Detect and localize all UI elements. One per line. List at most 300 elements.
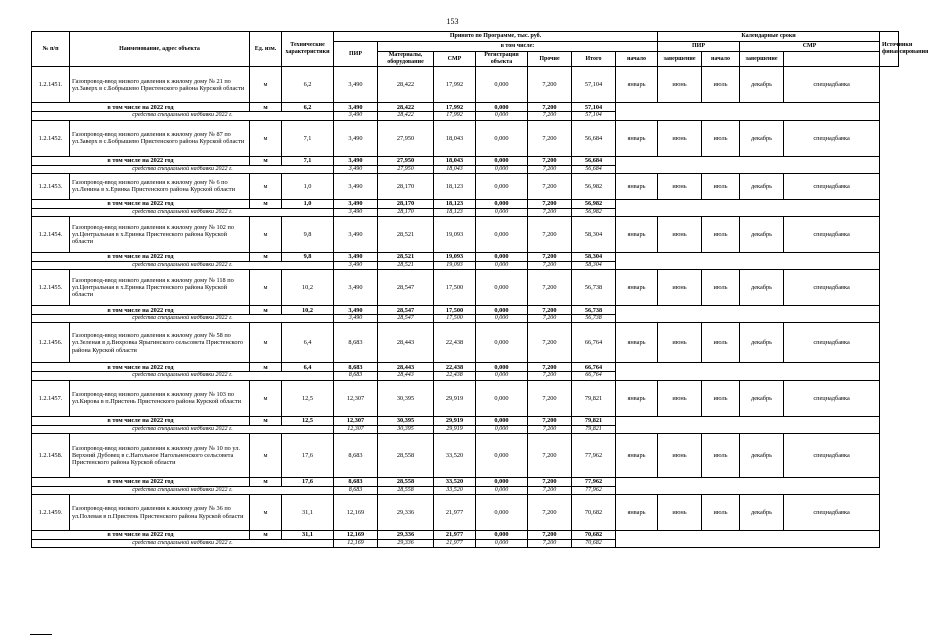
subtotal-unit: м	[250, 416, 282, 425]
note-pir: 3,490	[334, 208, 378, 216]
unit: м	[250, 67, 282, 103]
note-pir: 3,490	[334, 315, 378, 323]
pir-value: 3,490	[334, 217, 378, 253]
subtotal-label: в том числе на 2022 год	[32, 306, 250, 315]
note-pir: 8,683	[334, 372, 378, 380]
unit: м	[250, 380, 282, 416]
unit: м	[250, 173, 282, 199]
pir-end: июнь	[658, 120, 702, 156]
subtotal-registration: 0,000	[476, 531, 528, 540]
pir-start: январь	[616, 120, 658, 156]
other-value: 7,200	[528, 120, 572, 156]
table-row	[32, 173, 899, 199]
registration-value: 0,000	[476, 120, 528, 156]
pir-value: 12,307	[334, 380, 378, 416]
program-table	[31, 31, 928, 548]
table-body	[32, 67, 899, 548]
object-name: Газопровод-ввод низкого давления к жилому дому № 87 по ул.Заверх в с.Бобрышево Пристенского района Курской области	[70, 120, 250, 156]
subtotal-total: 66,764	[572, 363, 616, 372]
header-including: в том числе:	[378, 42, 658, 52]
note-materials: 28,422	[378, 112, 434, 120]
smr-value: 22,438	[434, 323, 476, 363]
other-value: 7,200	[528, 173, 572, 199]
tech-value: 7,1	[282, 120, 334, 156]
subtotal-label: в том числе на 2022 год	[32, 477, 250, 486]
funding-source: спецнадбавка	[784, 120, 880, 156]
total-value: 56,982	[572, 173, 616, 199]
header-start-smr: начало	[702, 52, 740, 67]
note-pir: 12,169	[334, 540, 378, 548]
subtotal-row	[32, 199, 899, 208]
tech-value: 12,5	[282, 380, 334, 416]
other-value: 7,200	[528, 217, 572, 253]
subtotal-total: 79,821	[572, 416, 616, 425]
tech-value: 1,0	[282, 173, 334, 199]
subtotal-materials: 28,443	[378, 363, 434, 372]
subtotal-smr: 21,977	[434, 531, 476, 540]
table-header	[32, 32, 928, 67]
funding-source: спецнадбавка	[784, 173, 880, 199]
tech-value: 10,2	[282, 270, 334, 306]
subtotal-materials: 30,395	[378, 416, 434, 425]
subtotal-label: в том числе на 2022 год	[32, 103, 250, 112]
funding-note-label: средства специальной надбавки 2022 г.	[32, 372, 334, 380]
subtotal-unit: м	[250, 363, 282, 372]
unit: м	[250, 323, 282, 363]
funding-note-label: средства специальной надбавки 2022 г.	[32, 486, 334, 494]
subtotal-materials: 28,170	[378, 199, 434, 208]
subtotal-unit: м	[250, 199, 282, 208]
smr-value: 33,520	[434, 433, 476, 477]
row-number: 1.2.1453.	[32, 173, 70, 199]
subtotal-materials: 27,950	[378, 156, 434, 165]
header-start-pir: начало	[616, 52, 658, 67]
subtotal-pir: 3,490	[334, 199, 378, 208]
other-value: 7,200	[528, 67, 572, 103]
pir-start: январь	[616, 217, 658, 253]
blank-cell	[616, 416, 880, 433]
subtotal-materials: 28,547	[378, 306, 434, 315]
row-number: 1.2.1454.	[32, 217, 70, 253]
registration-value: 0,000	[476, 380, 528, 416]
subtotal-total: 56,684	[572, 156, 616, 165]
header-tech: Технические характеристики	[282, 32, 334, 67]
registration-value: 0,000	[476, 270, 528, 306]
other-value: 7,200	[528, 270, 572, 306]
note-registration: 0,000	[476, 425, 528, 433]
note-smr: 22,438	[434, 372, 476, 380]
subtotal-pir: 3,490	[334, 306, 378, 315]
note-materials: 29,336	[378, 540, 434, 548]
other-value: 7,200	[528, 323, 572, 363]
materials-value: 30,395	[378, 380, 434, 416]
note-total: 77,962	[572, 486, 616, 494]
note-other: 7,200	[528, 165, 572, 173]
registration-value: 0,000	[476, 323, 528, 363]
header-program-group: Принято по Программе, тыс. руб.	[334, 32, 658, 42]
pir-value: 3,490	[334, 67, 378, 103]
subtotal-tech: 17,6	[282, 477, 334, 486]
subtotal-smr: 22,438	[434, 363, 476, 372]
subtotal-row	[32, 477, 899, 486]
header-name: Наименование, адрес объекта	[70, 32, 250, 67]
funding-note-label: средства специальной надбавки 2022 г.	[32, 112, 334, 120]
blank-cell	[616, 156, 880, 173]
subtotal-label: в том числе на 2022 год	[32, 156, 250, 165]
row-number: 1.2.1459.	[32, 495, 70, 531]
note-pir: 8,683	[334, 486, 378, 494]
note-other: 7,200	[528, 208, 572, 216]
note-pir: 3,490	[334, 165, 378, 173]
smr-start: июль	[702, 270, 740, 306]
smr-end: декабрь	[740, 380, 784, 416]
note-total: 58,304	[572, 262, 616, 270]
smr-end: декабрь	[740, 173, 784, 199]
row-number: 1.2.1456.	[32, 323, 70, 363]
unit: м	[250, 433, 282, 477]
table-row	[32, 433, 899, 477]
note-pir: 12,307	[334, 425, 378, 433]
funding-note-label: средства специальной надбавки 2022 г.	[32, 425, 334, 433]
pir-end: июнь	[658, 270, 702, 306]
registration-value: 0,000	[476, 67, 528, 103]
subtotal-total: 56,982	[572, 199, 616, 208]
smr-end: декабрь	[740, 495, 784, 531]
subtotal-pir: 3,490	[334, 103, 378, 112]
subtotal-row	[32, 253, 899, 262]
note-other: 7,200	[528, 486, 572, 494]
subtotal-smr: 29,919	[434, 416, 476, 425]
subtotal-row	[32, 156, 899, 165]
subtotal-label: в том числе на 2022 год	[32, 253, 250, 262]
materials-value: 29,336	[378, 495, 434, 531]
row-number: 1.2.1458.	[32, 433, 70, 477]
note-total: 56,684	[572, 165, 616, 173]
pir-value: 3,490	[334, 173, 378, 199]
subtotal-other: 7,200	[528, 416, 572, 425]
subtotal-tech: 6,2	[282, 103, 334, 112]
header-smr: СМР	[434, 52, 476, 67]
smr-end: декабрь	[740, 433, 784, 477]
note-total: 79,821	[572, 425, 616, 433]
subtotal-materials: 28,521	[378, 253, 434, 262]
note-registration: 0,000	[476, 540, 528, 548]
subtotal-other: 7,200	[528, 156, 572, 165]
subtotal-smr: 18,123	[434, 199, 476, 208]
table-row	[32, 323, 899, 363]
funding-source: спецнадбавка	[784, 217, 880, 253]
subtotal-row	[32, 416, 899, 425]
smr-start: июль	[702, 217, 740, 253]
note-registration: 0,000	[476, 112, 528, 120]
subtotal-total: 58,304	[572, 253, 616, 262]
blank-cell	[616, 363, 880, 380]
funding-source: спецнадбавка	[784, 380, 880, 416]
note-smr: 17,992	[434, 112, 476, 120]
pir-end: июнь	[658, 217, 702, 253]
table-row	[32, 270, 899, 306]
object-name: Газопровод-ввод низкого давления к жилому дому № 58 по ул.Зеленая в д.Вихровка Ярыгинского сельсовета Пристенского района Курской области	[70, 323, 250, 363]
table-row	[32, 380, 899, 416]
registration-value: 0,000	[476, 173, 528, 199]
pir-start: январь	[616, 323, 658, 363]
header-unit: Ед. изм.	[250, 32, 282, 67]
funding-source: спецнадбавка	[784, 433, 880, 477]
subtotal-other: 7,200	[528, 363, 572, 372]
tech-value: 17,6	[282, 433, 334, 477]
subtotal-registration: 0,000	[476, 363, 528, 372]
page-number: 153	[446, 17, 459, 26]
registration-value: 0,000	[476, 495, 528, 531]
note-other: 7,200	[528, 425, 572, 433]
subtotal-tech: 31,1	[282, 531, 334, 540]
header-registration: Регистрация объекта	[476, 52, 528, 67]
note-materials: 28,521	[378, 262, 434, 270]
funding-note-label: средства специальной надбавки 2022 г.	[32, 165, 334, 173]
note-registration: 0,000	[476, 208, 528, 216]
subtotal-other: 7,200	[528, 306, 572, 315]
funding-note-label: средства специальной надбавки 2022 г.	[32, 208, 334, 216]
object-name: Газопровод-ввод низкого давления к жилому дому № 36 по ул.Полевая в п.Пристень Пристенского района Курской области	[70, 495, 250, 531]
note-smr: 19,093	[434, 262, 476, 270]
funding-source: спецнадбавка	[784, 67, 880, 103]
subtotal-unit: м	[250, 103, 282, 112]
smr-start: июль	[702, 433, 740, 477]
note-total: 70,682	[572, 540, 616, 548]
unit: м	[250, 270, 282, 306]
subtotal-label: в том числе на 2022 год	[32, 531, 250, 540]
note-total: 57,104	[572, 112, 616, 120]
subtotal-row	[32, 306, 899, 315]
table-row	[32, 120, 899, 156]
subtotal-registration: 0,000	[476, 477, 528, 486]
subtotal-tech: 12,5	[282, 416, 334, 425]
object-name: Газопровод-ввод низкого давления к жилому дому № 10 по ул. Верхний Дубовец в с.Нагольное Нагольненского сельсовета Пристенского района Курской области	[70, 433, 250, 477]
materials-value: 28,558	[378, 433, 434, 477]
total-value: 56,738	[572, 270, 616, 306]
smr-start: июль	[702, 120, 740, 156]
note-smr: 21,977	[434, 540, 476, 548]
object-name: Газопровод-ввод низкого давления к жилому дому № 6 по ул.Ленина в х.Еринка Пристенского района Курской области	[70, 173, 250, 199]
smr-end: декабрь	[740, 217, 784, 253]
header-total: Итого	[572, 52, 616, 67]
row-number: 1.2.1452.	[32, 120, 70, 156]
materials-value: 27,950	[378, 120, 434, 156]
tech-value: 31,1	[282, 495, 334, 531]
subtotal-registration: 0,000	[476, 199, 528, 208]
blank-cell	[616, 199, 880, 216]
subtotal-unit: м	[250, 253, 282, 262]
note-other: 7,200	[528, 262, 572, 270]
note-smr: 33,520	[434, 486, 476, 494]
note-total: 66,764	[572, 372, 616, 380]
pir-start: январь	[616, 270, 658, 306]
row-number: 1.2.1457.	[32, 380, 70, 416]
tech-value: 6,4	[282, 323, 334, 363]
subtotal-smr: 18,043	[434, 156, 476, 165]
funding-note-label: средства специальной надбавки 2022 г.	[32, 315, 334, 323]
subtotal-other: 7,200	[528, 103, 572, 112]
object-name: Газопровод-ввод низкого давления к жилому дому № 118 по ул.Центральная в х.Еринка Пристенского района Курской области	[70, 270, 250, 306]
object-name: Газопровод-ввод низкого давления к жилому дому № 102 по ул.Центральная в х.Еринка Пристенского района Курской области	[70, 217, 250, 253]
subtotal-registration: 0,000	[476, 103, 528, 112]
subtotal-materials: 29,336	[378, 531, 434, 540]
materials-value: 28,521	[378, 217, 434, 253]
subtotal-unit: м	[250, 531, 282, 540]
subtotal-total: 56,738	[572, 306, 616, 315]
subtotal-unit: м	[250, 477, 282, 486]
subtotal-materials: 28,558	[378, 477, 434, 486]
pir-end: июнь	[658, 323, 702, 363]
subtotal-unit: м	[250, 156, 282, 165]
header-num: № п/п	[32, 32, 70, 67]
smr-value: 18,043	[434, 120, 476, 156]
subtotal-pir: 12,307	[334, 416, 378, 425]
table-row	[32, 217, 899, 253]
total-value: 66,764	[572, 323, 616, 363]
subtotal-smr: 33,520	[434, 477, 476, 486]
table-row	[32, 67, 899, 103]
subtotal-smr: 17,500	[434, 306, 476, 315]
smr-start: июль	[702, 380, 740, 416]
subtotal-total: 70,682	[572, 531, 616, 540]
unit: м	[250, 217, 282, 253]
pir-end: июнь	[658, 380, 702, 416]
blank-cell	[616, 477, 880, 494]
subtotal-label: в том числе на 2022 год	[32, 416, 250, 425]
smr-value: 18,123	[434, 173, 476, 199]
subtotal-tech: 10,2	[282, 306, 334, 315]
note-other: 7,200	[528, 315, 572, 323]
note-smr: 18,123	[434, 208, 476, 216]
note-materials: 27,950	[378, 165, 434, 173]
subtotal-registration: 0,000	[476, 253, 528, 262]
header-cal-pir: ПИР	[658, 42, 740, 52]
subtotal-tech: 6,4	[282, 363, 334, 372]
header-pir: ПИР	[334, 42, 378, 67]
header-calendar: Календарные сроки	[658, 32, 880, 42]
subtotal-total: 57,104	[572, 103, 616, 112]
total-value: 70,682	[572, 495, 616, 531]
subtotal-materials: 28,422	[378, 103, 434, 112]
materials-value: 28,443	[378, 323, 434, 363]
smr-start: июль	[702, 67, 740, 103]
note-smr: 29,919	[434, 425, 476, 433]
total-value: 79,821	[572, 380, 616, 416]
subtotal-unit: м	[250, 306, 282, 315]
subtotal-tech: 9,8	[282, 253, 334, 262]
smr-start: июль	[702, 495, 740, 531]
pir-value: 8,683	[334, 323, 378, 363]
registration-value: 0,000	[476, 433, 528, 477]
smr-end: декабрь	[740, 67, 784, 103]
object-name: Газопровод-ввод низкого давления к жилому дому № 103 по ул.Кирова в п.Пристень Пристенского района Курской области	[70, 380, 250, 416]
subtotal-label: в том числе на 2022 год	[32, 199, 250, 208]
note-pir: 3,490	[334, 112, 378, 120]
header-end-pir: завершение	[658, 52, 702, 67]
blank-cell	[616, 531, 880, 548]
note-smr: 18,043	[434, 165, 476, 173]
subtotal-smr: 17,992	[434, 103, 476, 112]
pir-value: 3,490	[334, 120, 378, 156]
note-materials: 28,443	[378, 372, 434, 380]
note-total: 56,738	[572, 315, 616, 323]
subtotal-tech: 7,1	[282, 156, 334, 165]
tech-value: 6,2	[282, 67, 334, 103]
smr-start: июль	[702, 323, 740, 363]
materials-value: 28,422	[378, 67, 434, 103]
pir-start: январь	[616, 67, 658, 103]
total-value: 58,304	[572, 217, 616, 253]
pir-start: январь	[616, 495, 658, 531]
subtotal-other: 7,200	[528, 253, 572, 262]
note-registration: 0,000	[476, 315, 528, 323]
tech-value: 9,8	[282, 217, 334, 253]
note-other: 7,200	[528, 540, 572, 548]
subtotal-smr: 19,093	[434, 253, 476, 262]
note-materials: 28,547	[378, 315, 434, 323]
smr-value: 21,977	[434, 495, 476, 531]
smr-end: декабрь	[740, 120, 784, 156]
row-number: 1.2.1455.	[32, 270, 70, 306]
pir-start: январь	[616, 173, 658, 199]
subtotal-row	[32, 363, 899, 372]
unit: м	[250, 120, 282, 156]
pir-start: январь	[616, 380, 658, 416]
pir-end: июнь	[658, 173, 702, 199]
smr-value: 29,919	[434, 380, 476, 416]
subtotal-registration: 0,000	[476, 306, 528, 315]
pir-start: январь	[616, 433, 658, 477]
row-number: 1.2.1451.	[32, 67, 70, 103]
note-materials: 30,395	[378, 425, 434, 433]
subtotal-registration: 0,000	[476, 156, 528, 165]
object-name: Газопровод-ввод низкого давления к жилому дому № 21 по ул.Заверх в с.Бобрышево Пристенского района Курской области	[70, 67, 250, 103]
subtotal-row	[32, 531, 899, 540]
pir-value: 3,490	[334, 270, 378, 306]
note-smr: 17,500	[434, 315, 476, 323]
smr-value: 19,093	[434, 217, 476, 253]
smr-value: 17,992	[434, 67, 476, 103]
smr-start: июль	[702, 173, 740, 199]
subtotal-pir: 3,490	[334, 253, 378, 262]
subtotal-pir: 8,683	[334, 363, 378, 372]
materials-value: 28,170	[378, 173, 434, 199]
other-value: 7,200	[528, 495, 572, 531]
total-value: 57,104	[572, 67, 616, 103]
note-materials: 28,558	[378, 486, 434, 494]
funding-source: спецнадбавка	[784, 270, 880, 306]
subtotal-total: 77,962	[572, 477, 616, 486]
funding-note-label: средства специальной надбавки 2022 г.	[32, 262, 334, 270]
footnote-rule	[30, 634, 52, 635]
note-registration: 0,000	[476, 372, 528, 380]
registration-value: 0,000	[476, 217, 528, 253]
pir-value: 8,683	[334, 433, 378, 477]
smr-value: 17,500	[434, 270, 476, 306]
note-materials: 28,170	[378, 208, 434, 216]
note-registration: 0,000	[476, 165, 528, 173]
note-other: 7,200	[528, 372, 572, 380]
subtotal-registration: 0,000	[476, 416, 528, 425]
funding-note-label: средства специальной надбавки 2022 г.	[32, 540, 334, 548]
note-other: 7,200	[528, 112, 572, 120]
funding-source: спецнадбавка	[784, 323, 880, 363]
unit: м	[250, 495, 282, 531]
subtotal-row	[32, 103, 899, 112]
header-end-smr: завершение	[740, 52, 784, 67]
subtotal-other: 7,200	[528, 199, 572, 208]
